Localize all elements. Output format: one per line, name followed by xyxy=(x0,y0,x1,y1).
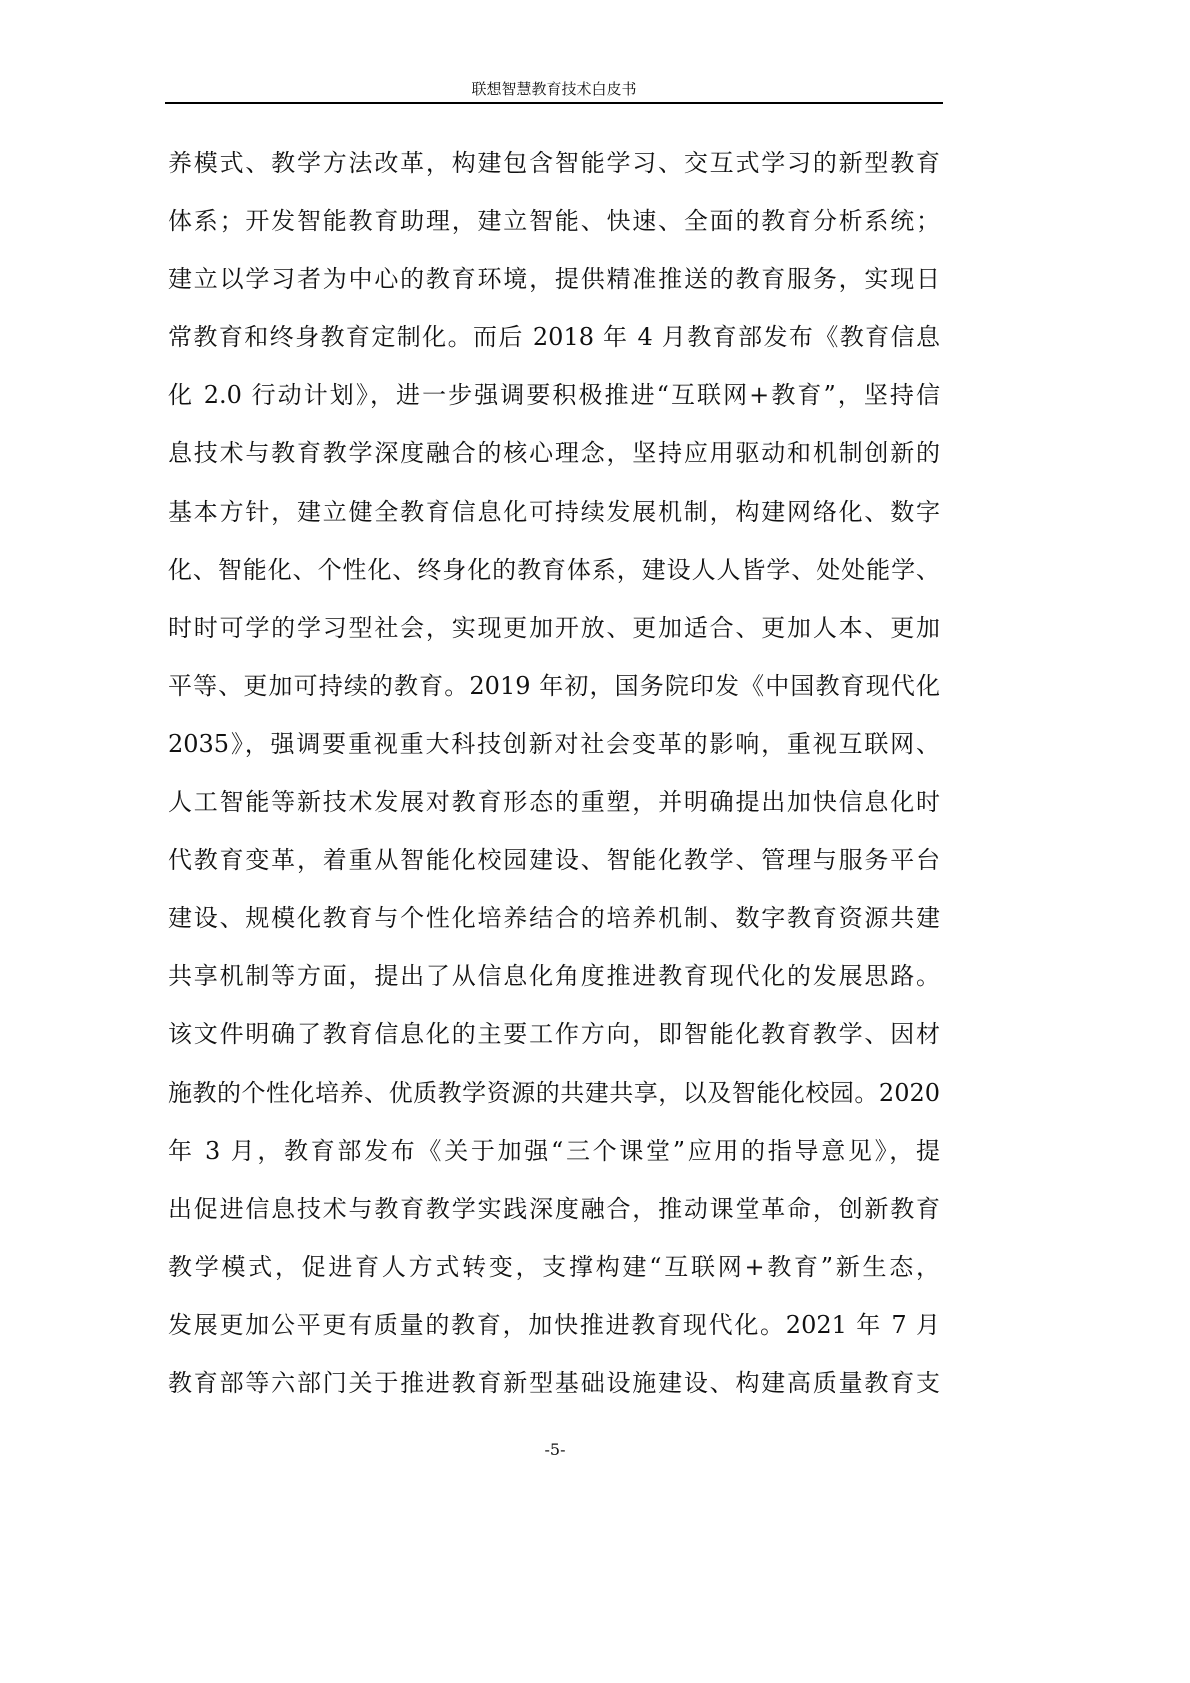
running-header: 联想智慧教育技术白皮书 xyxy=(471,80,637,98)
text-line: 息技术与教育教学深度融合的核心理念，坚持应用驱动和机制创新的 xyxy=(168,439,940,468)
text-line: 体系；开发智能教育助理，建立智能、快速、全面的教育分析系统； xyxy=(168,207,940,236)
text-line: 共享机制等方面，提出了从信息化角度推进教育现代化的发展思路。 xyxy=(168,962,940,991)
text-line: 建立以学习者为中心的教育环境，提供精准推送的教育服务，实现日 xyxy=(168,265,940,294)
text-line: 施教的个性化培养、优质教学资源的共建共享，以及智能化校园。2020 xyxy=(168,1078,940,1107)
text-line: 平等、更加可持续的教育。2019 年初，国务院印发《中国教育现代化 xyxy=(168,671,940,700)
text-line: 建设、规模化教育与个性化培养结合的培养机制、数字教育资源共建 xyxy=(168,904,940,933)
text-line: 教学模式，促进育人方式转变，支撑构建“互联网+教育”新生态， xyxy=(168,1252,940,1281)
text-line: 出促进信息技术与教育教学实践深度融合，推动课堂革命，创新教育 xyxy=(168,1194,940,1223)
page-number: -5- xyxy=(544,1440,566,1459)
text-line: 时时可学的学习型社会，实现更加开放、更加适合、更加人本、更加 xyxy=(168,613,940,642)
text-line: 教育部等六部门关于推进教育新型基础设施建设、构建高质量教育支 xyxy=(168,1368,940,1397)
text-line: 养模式、教学方法改革，构建包含智能学习、交互式学习的新型教育 xyxy=(168,149,940,177)
text-line: 该文件明确了教育信息化的主要工作方向，即智能化教育教学、因材 xyxy=(168,1020,940,1049)
text-line: 基本方针，建立健全教育信息化可持续发展机制，构建网络化、数字 xyxy=(168,497,940,526)
text-line: 年 3 月，教育部发布《关于加强“三个课堂”应用的指导意见》，提 xyxy=(168,1136,940,1165)
text-line: 化 2.0 行动计划》，进一步强调要积极推进“互联网+教育”，坚持信 xyxy=(168,381,940,410)
text-line: 人工智能等新技术发展对教育形态的重塑，并明确提出加快信息化时 xyxy=(168,788,940,817)
text-line: 发展更加公平更有质量的教育，加快推进教育现代化。2021 年 7 月 xyxy=(168,1310,940,1339)
text-line: 代教育变革，着重从智能化校园建设、智能化教学、管理与服务平台 xyxy=(168,846,940,875)
body-text xyxy=(168,146,940,1424)
header-rule xyxy=(165,102,943,104)
text-line: 2035》，强调要重视重大科技创新对社会变革的影响，重视互联网、 xyxy=(168,729,940,758)
text-line: 常教育和终身教育定制化。而后 2018 年 4 月教育部发布《教育信息 xyxy=(168,323,940,352)
text-line: 化、智能化、个性化、终身化的教育体系，建设人人皆学、处处能学、 xyxy=(168,555,940,584)
